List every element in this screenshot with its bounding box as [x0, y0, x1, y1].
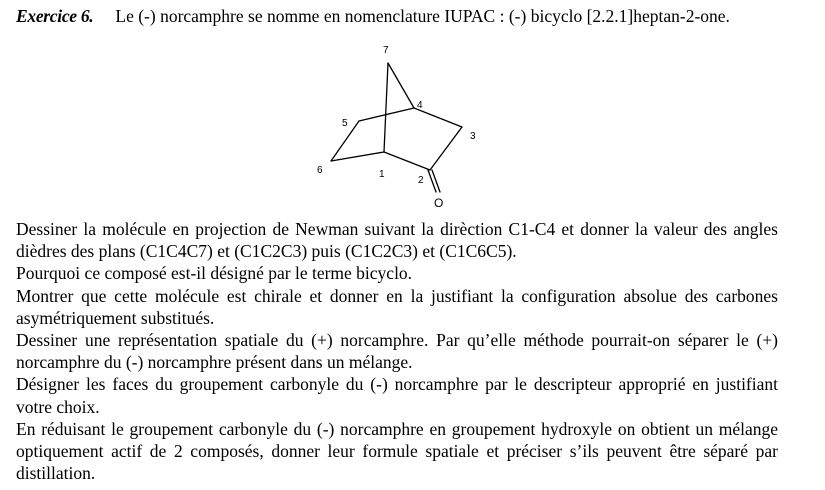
atom-label-c3: 3 — [470, 131, 476, 142]
atom-label-c4: 4 — [417, 100, 423, 111]
bond-c2-o-a — [428, 170, 436, 192]
question-paragraph: En réduisant le groupement carbonyle du (-) norcamphre en groupement hydroxyle on obtient un mélange optiquement actif de 2 composés, donner leur formule spatiale et préciser s’ils peuvent être séparé par distillation. — [16, 418, 778, 484]
question-paragraph: Dessiner la molécule en projection de Newman suivant la dirèction C1-C4 et donner la valeur des angles dièdres des plans (C1C4C7) et (C1C2C3) puis (C1C2C3) et (C1C6C5). — [16, 219, 778, 262]
exercise-title: Exercice 6. — [16, 6, 94, 26]
bond-c7-c1 — [384, 63, 388, 152]
atom-label-c5: 5 — [342, 118, 348, 129]
atom-label-c6: 6 — [317, 165, 323, 176]
exercise-statement: Le (-) norcamphre se nomme en nomenclature IUPAC : (-) bicyclo [2.2.1]heptan-2-one. — [115, 6, 730, 26]
question-paragraph: Dessiner une représentation spatiale du (+) norcamphre. Par qu’elle méthode pourrait-on séparer le (+) norcamphre du (-) norcamphre présent dans un mélange. — [16, 330, 778, 373]
question-paragraph: Montrer que cette molécule est chirale et donner en la justifiant la configuration absolue des carbones asymétriquement substitués. — [16, 285, 778, 328]
exercise-questions — [16, 218, 778, 484]
atom-label-c1: 1 — [379, 169, 385, 180]
atom-label-c7: 7 — [383, 45, 389, 56]
bond-c2-o-b — [432, 170, 440, 192]
bond-c6-c1 — [331, 152, 384, 161]
exercise-header — [16, 5, 786, 27]
question-paragraph: Désigner les faces du groupement carbonyle du (-) norcamphre par le descripteur approprié en justifiant votre choix. — [16, 374, 778, 417]
norcamphor-structure — [300, 40, 520, 215]
atom-label-oxygen: O — [434, 196, 444, 210]
norcamphor-skeletal-formula — [300, 40, 520, 215]
atom-label-c2: 2 — [418, 175, 424, 186]
bond-c3-c2 — [430, 127, 462, 170]
bond-c1-c2 — [384, 152, 430, 170]
question-paragraph: Pourquoi ce composé est-il désigné par le terme bicyclo. — [16, 263, 413, 284]
bond-c7-c4 — [388, 63, 414, 108]
